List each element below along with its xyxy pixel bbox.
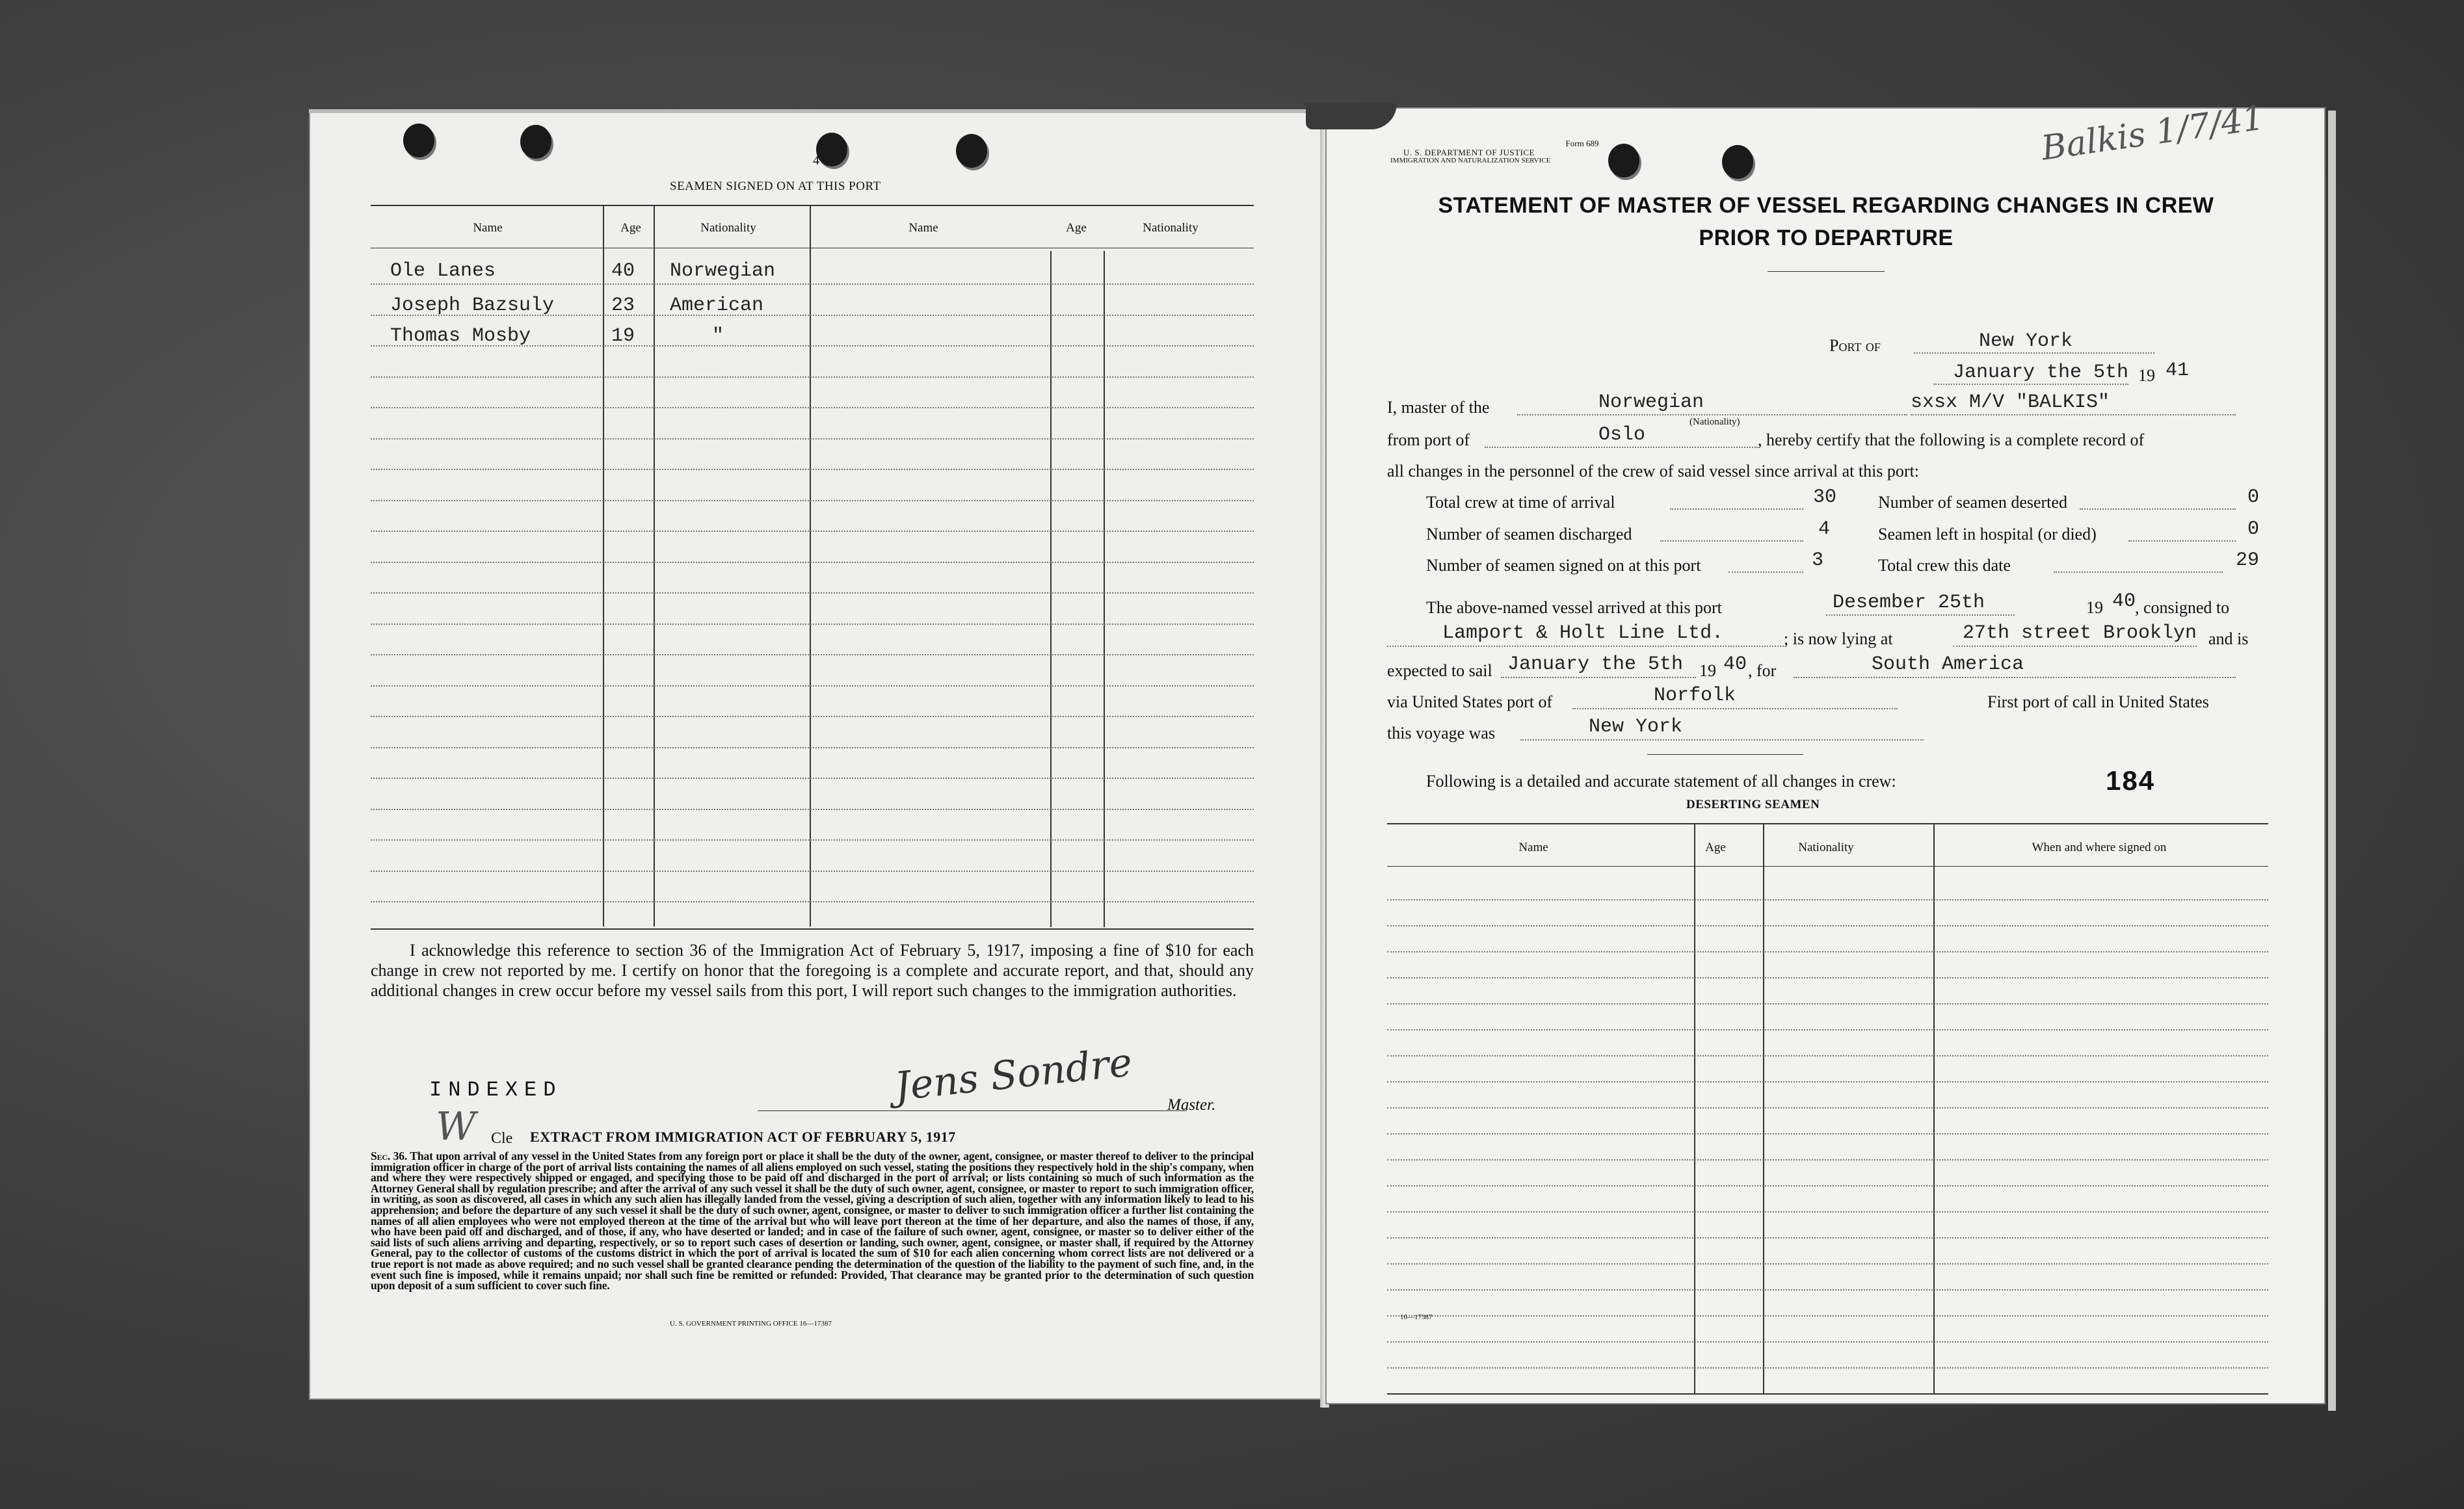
punch-hole [956,134,987,168]
first-port-label: First port of call in United States [1987,692,2209,711]
torn-corner [1306,103,1397,129]
master-signature: Jens Sondre [892,1040,1135,1110]
stamp-number: 184 [2106,765,2156,796]
rule [371,928,1254,930]
table-row-line [371,809,1254,810]
table-row-line [371,283,1254,285]
table-row-line [1387,1315,2268,1317]
deserted-value[interactable]: 0 [2247,486,2260,508]
fill-line [1911,414,2236,415]
deserted-label: Number of seamen deserted [1878,493,2067,512]
fill-line [1953,646,2197,647]
table-row-line [371,685,1254,687]
table-row-line [371,376,1254,378]
fill-line [2128,540,2236,542]
rule [1387,1393,2268,1395]
table-row-line [1387,1055,2268,1056]
table-row-line [1387,1341,2268,1343]
consignee-value[interactable]: Lamport & Holt Line Ltd. [1442,622,1724,644]
via-port-value[interactable]: Norfolk [1654,685,1736,707]
table-row-line [371,901,1254,902]
rule [1387,823,2268,824]
seaman-nationality: " [712,325,724,347]
total-crew-date-label: Total crew this date [1878,556,2011,575]
fill-line [2080,508,2236,510]
year-prefix: 19 [2138,366,2155,385]
column-divider [810,205,811,926]
and-is-label: and is [2208,629,2249,648]
rule [371,205,1254,206]
fill-line [1660,540,1803,542]
table-row-line [371,871,1254,872]
fill-line [1914,352,2154,354]
table-row-line [371,531,1254,532]
table-row-line [371,747,1254,748]
total-crew-date-value[interactable]: 29 [2236,549,2260,571]
arrived-year-prefix: 19 [2086,598,2103,617]
for-label: , for [1748,661,1777,680]
signed-on-value[interactable]: 3 [1812,549,1824,571]
indexed-stamp: INDEXED [429,1078,563,1102]
form-number: Form 689 [1565,138,1599,148]
column-header-when-where: When and where signed on [2032,841,2167,854]
back-page-edge [2328,111,2336,1411]
total-crew-arrival-label: Total crew at time of arrival [1426,493,1615,512]
punch-hole [520,125,551,159]
deserting-title: DESERTING SEAMEN [1686,798,1820,811]
column-header-age: Age [1705,841,1726,854]
from-port-label: from port of [1387,430,1470,449]
table-row-line [1387,899,2268,900]
handwritten-note: Balkis 1/7/41 [2039,98,2267,168]
table-row-line [371,623,1254,625]
destination-value[interactable]: South America [1872,653,2024,676]
column-header-nationality: Nationality [700,221,756,235]
lying-at-value[interactable]: 27th street Brooklyn [1963,622,2197,644]
consigned-label: , consigned to [2135,598,2230,617]
this-voyage-label: this voyage was [1387,724,1496,742]
table-row-line [1387,1211,2268,1213]
page-number: 4 [813,153,819,168]
column-header-age: Age [620,221,641,235]
table-row-line [1387,1367,2268,1369]
signed-on-label: Number of seamen signed on at this port [1426,556,1701,575]
table-row-line [371,778,1254,779]
year-value[interactable]: 41 [2166,360,2190,382]
certify-text: , hereby certify that the following is a complete record of [1758,430,2145,449]
acknowledgement-text: I acknowledge this reference to section 36 of the Immigration Act of February 5, 1917, imposing a fine of $10 for each change in crew not reported by me. I certify on honor that the foregoing is a complete and accurate report, and that, should any additional changes in crew occur before my vessel sails from this port, I will report such changes to the immigration authorities. [371,941,1254,1000]
fill-line [1387,646,1784,647]
table-row-line [1387,1003,2268,1004]
first-port-value[interactable]: New York [1589,716,1683,738]
fill-line [1729,571,1803,573]
table-row-line [371,407,1254,408]
fill-line [1520,739,1924,741]
law-text [371,1151,1254,1291]
table-row-line [1387,1263,2268,1265]
service: IMMIGRATION AND NATURALIZATION SERVICE [1390,157,1551,164]
vessel-value[interactable]: sxsx M/V "BALKIS" [1911,391,2110,413]
table-row-line [371,654,1254,655]
punch-hole [816,133,847,166]
column-divider [1050,251,1052,927]
certify-text-2: all changes in the personnel of the crew of said vessel since arrival at this port: [1387,462,1920,480]
discharged-label: Number of seamen discharged [1426,525,1632,544]
table-row-line [371,500,1254,501]
column-divider [1104,251,1105,927]
table-row-line [1387,1081,2268,1083]
fill-line [1572,708,1898,709]
section-title: SEAMEN SIGNED ON AT THIS PORT [670,179,881,193]
seaman-name: Thomas Mosby [390,325,531,347]
seaman-nationality: American [670,295,764,317]
column-divider [654,205,655,926]
hospital-value[interactable]: 0 [2247,518,2260,540]
table-row-line [371,839,1254,841]
fill-line [1485,447,1758,448]
arrived-year[interactable]: 40 [2112,590,2136,612]
left-page [309,109,1323,1400]
table-row-line [371,562,1254,563]
title-rule [1768,271,1885,272]
seaman-name: Joseph Bazsuly [390,295,555,317]
via-label: via United States port of [1387,692,1553,711]
column-header-name: Name [908,221,938,235]
hospital-label: Seamen left in hospital (or died) [1878,525,2097,544]
total-crew-arrival-value[interactable]: 30 [1813,486,1837,508]
form-title: STATEMENT OF MASTER OF VESSEL REGARDING CHANGES IN CREW [1438,193,2214,218]
date-value[interactable]: January the 5th [1953,361,2129,384]
column-header-nationality: Nationality [1798,841,1854,854]
seaman-age: 23 [611,295,635,317]
table-row-line [1387,1029,2268,1030]
law-body: That upon arrival of any vessel in the United States from any foreign port or place it shall be the duty of the owner, agent, consignee, or master thereof to deliver to the principal immigration officer in charge of the port of arrival lists containing the names of all aliens employed on such vessel, stating the positions they respectively hold in the ship's company, when and where they were respectively shipped or engaged, and specifying those to be paid off and discharged in the port of arrival; or lists containing so much of such information as the Attorney General shall by regulation prescribe; and after the arrival of any such vessel it shall be the duty of such owner, agent, consignee, or master to report to such immigration officer, in writing, as soon as discovered, all cases in which any such alien has illegally landed from the vessel, giving a description of such alien, together with any information likely to lead to his apprehension; and before the departure of any such vessel it shall be the duty of such owner, agent, consignee, or master to deliver to such immigration officer a further list containing the names of all alien employees who were not employed thereon at the time of the arrival but who will leave port thereon at the time of her departure, and also the names of those, if any, who have been paid off and discharged, and of those, if any, who have deserted or landed; and in case of the failure of such owner, agent, consignee, or master so to deliver either of the said lists of such aliens arriving and departing, respectively, or so to report such cases of desertion or landing, such owner, agent, consignee, or master shall, if required by the Attorney General, pay to the collector of customs of the customs district in which the port of arrival is located the sum of $10 for each alien concerning whom correct lists are not delivered or a true report is not made as above required; and no such vessel shall be granted clearance pending the determination of the question of the liability to the payment of such fine, and, in the event such fine is imposed, while it remains unpaid; nor shall such fine be remitted or refunded: Provided, That clearance may be granted prior to the determination of such question upon deposit of a sum sufficient to cover such fine. [371,1149,1254,1292]
sail-year-prefix: 19 [1699,661,1716,680]
fill-line [1794,677,2236,678]
rule [1647,754,1803,755]
fill-line [1670,508,1803,510]
form-subtitle: PRIOR TO DEPARTURE [1699,226,1954,250]
expected-label: expected to sail [1387,661,1492,680]
table-row-line [1387,925,2268,926]
table-row-line [1387,951,2268,952]
table-row-line [1387,1185,2268,1187]
table-row-line [371,469,1254,470]
arrived-date[interactable]: Desember 25th [1833,592,1985,614]
signature-line [758,1110,1187,1111]
printer-credit: 16—17387 [1400,1313,1433,1321]
master-of-label: I, master of the [1387,398,1490,417]
page-edge [309,109,1323,113]
column-header-name: Name [1518,841,1548,854]
table-row-line [1387,1289,2268,1291]
column-header-age: Age [1066,221,1087,235]
following-text: Following is a detailed and accurate statement of all changes in crew: [1426,772,1896,791]
lying-label: ; is now lying at [1784,629,1893,648]
from-port-value[interactable]: Oslo [1598,424,1646,446]
sail-year-value[interactable]: 40 [1723,653,1747,676]
rule [1387,866,2268,867]
fill-line [1933,384,2128,385]
fill-line [1826,614,2015,616]
sail-date-value[interactable]: January the 5th [1507,653,1684,676]
nationality-label: (Nationality) [1689,417,1740,427]
port-label: Port of [1829,336,1881,355]
table-row-line [371,438,1254,440]
discharged-value[interactable]: 4 [1818,518,1831,540]
seaman-age: 19 [611,325,635,347]
nationality-value[interactable]: Norwegian [1598,391,1704,413]
clerk-initials: W [436,1104,476,1149]
punch-hole [403,124,434,157]
column-divider [603,205,604,926]
master-label: Master. [1167,1096,1216,1114]
seaman-name: Ole Lanes [390,260,496,282]
section-label: Sec. 36. [371,1149,408,1162]
table-row-line [1387,1237,2268,1239]
table-row-line [1387,1107,2268,1109]
table-row-line [371,592,1254,594]
table-row-line [371,716,1254,717]
fill-line [1517,414,1907,415]
seaman-age: 40 [611,260,635,282]
fill-line [1501,677,1696,678]
seaman-nationality: Norwegian [670,260,776,282]
column-header-name: Name [473,221,503,235]
department: U. S. DEPARTMENT OF JUSTICE [1403,148,1535,157]
arrived-label: The above-named vessel arrived at this port [1426,598,1722,617]
printer-credit: U. S. GOVERNMENT PRINTING OFFICE 16—17387 [670,1320,832,1328]
right-page [1325,98,2325,1404]
fill-line [2054,571,2223,573]
column-header-nationality: Nationality [1143,221,1199,235]
table-row-line [1387,1159,2268,1161]
clerk-mark: Cle [491,1130,513,1147]
punch-hole [1722,145,1753,179]
extract-title: EXTRACT FROM IMMIGRATION ACT OF FEBRUARY 5, 1917 [530,1129,956,1145]
table-row-line [1387,977,2268,978]
table-row-line [1387,1133,2268,1135]
port-value[interactable]: New York [1979,330,2073,352]
